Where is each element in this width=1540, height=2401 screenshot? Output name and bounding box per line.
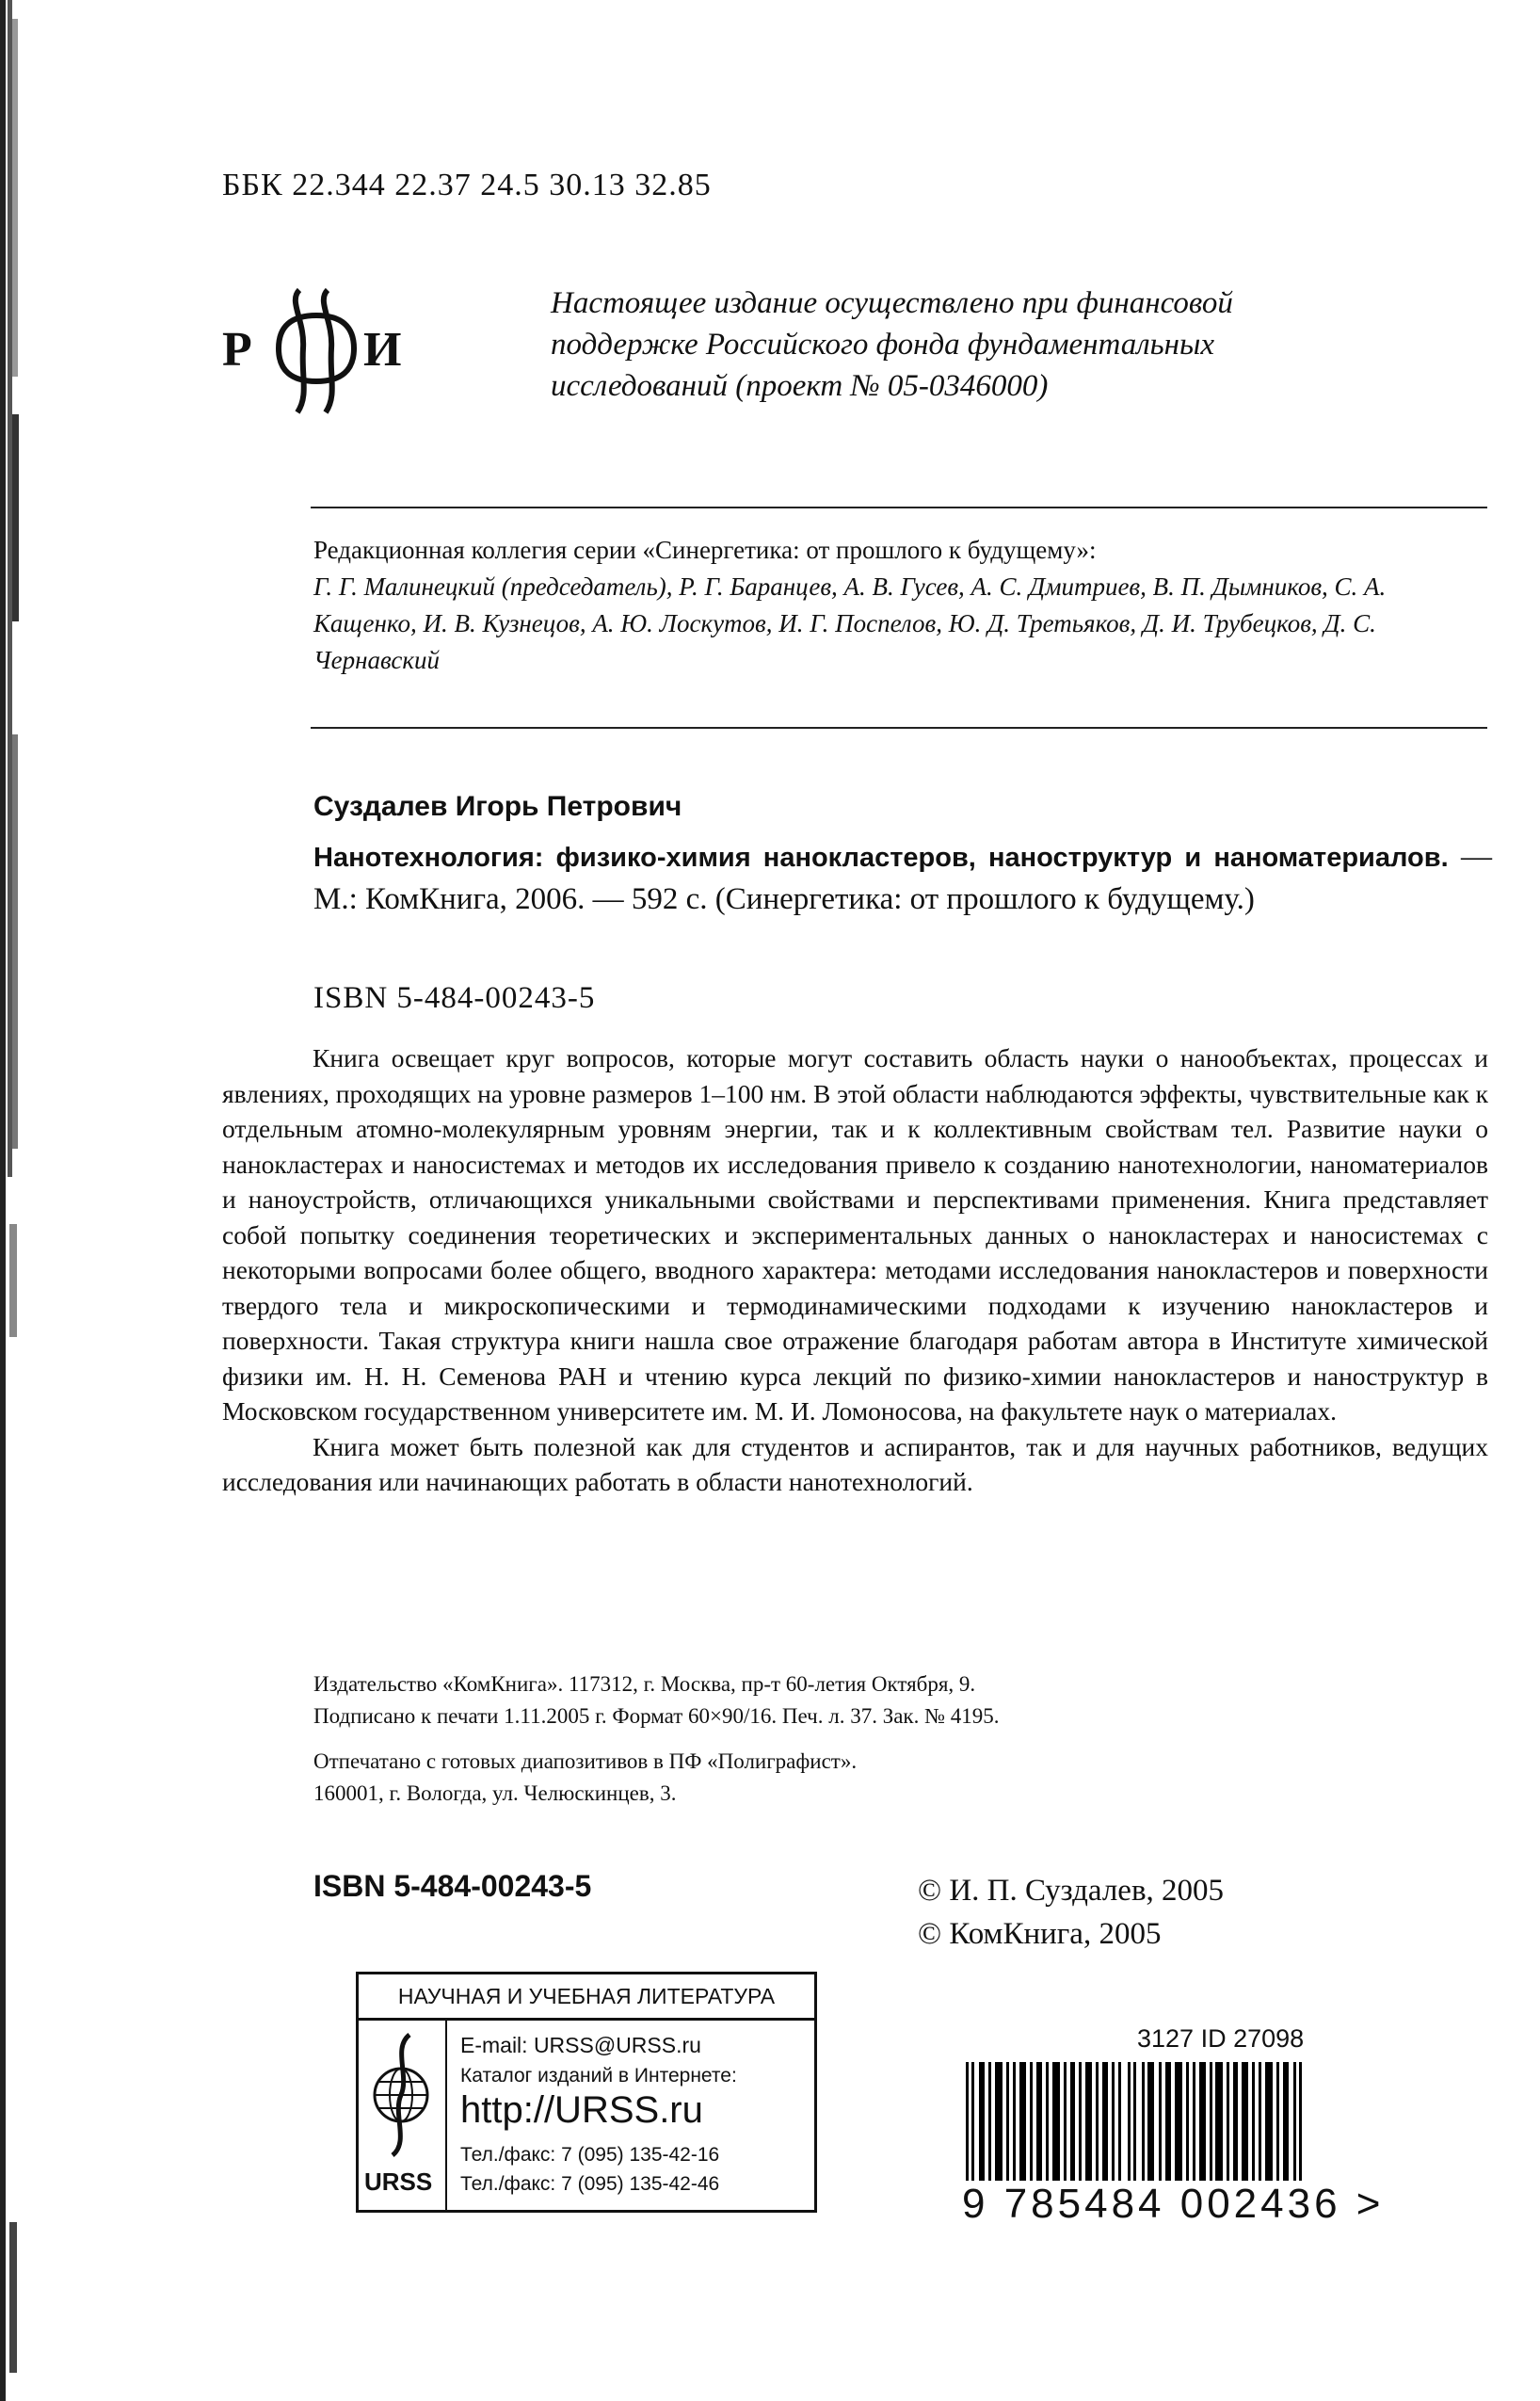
copyright-publisher: © КомКнига, 2005 [918,1917,1162,1951]
urss-divider [445,2021,447,2210]
bibliographic-reference [313,836,1492,920]
isbn-top: ISBN 5-484-00243-5 [313,981,596,1015]
book-title: Нанотехнология: физико-химия нанокластеров, наноструктур и наноматериалов. [313,843,1449,873]
bbk-classification: ББК 22.344 22.37 24.5 30.13 32.85 [222,168,712,202]
urss-phone-1: Тел./факс: 7 (095) 135-42-16 [460,2144,720,2166]
rffi-logo-letter-r: Р [222,323,252,377]
urss-catalog: Каталог изданий в Интернете: [460,2065,737,2087]
copyright-author: © И. П. Суздалев, 2005 [918,1874,1225,1908]
urss-phone-2: Тел./факс: 7 (095) 135-42-46 [460,2173,720,2195]
editorial-board-heading: Редакционная коллегия серии «Синергетика: от прошлого к будущему»: [313,536,1097,564]
editorial-board-names: Г. Г. Малинецкий (председатель), Р. Г. Баранцев, А. В. Гусев, А. С. Дмитриев, В. П. Дымников, С. А. Кащенко, И. В. Кузнецов, А. Ю. Лоскутов, И. Г. Поспелов, Ю. Д. Третьяков, Д. И. Трубецков, Д. С. Чернавский [313,572,1387,674]
urss-email[interactable]: E-mail: URSS@URSS.ru [460,2033,701,2057]
funding-note: Настоящее издание осуществлено при финансовой поддержке Российского фонда фундаментальных исследований (проект № 05-0346000) [551,286,1233,403]
urss-info-box [356,1972,817,2213]
copyright-block [918,1869,1224,1956]
imprint-printed: Отпечатано с готовых диапозитивов в ПФ «Полиграфист». [313,1749,858,1773]
isbn-bottom: ISBN 5-484-00243-5 [313,1869,592,1903]
abstract [222,1040,1488,1500]
rffi-logo-letter-i: И [363,323,402,377]
imprint [313,1668,1396,1810]
author-name: Суздалев Игорь Петрович [313,791,682,822]
divider-bottom [311,727,1487,729]
abstract-paragraph-2: Книга может быть полезной как для студентов и аспирантов, так и для научных работников, ведущих исследования или начинающих работать в области нанотехнологий. [222,1431,1488,1496]
imprint-signed: Подписано к печати 1.11.2005 г. Формат 60×90/16. Печ. л. 37. Зак. № 4195. [313,1704,1000,1728]
urss-url[interactable]: http://URSS.ru [460,2089,703,2131]
urss-brand: URSS [364,2167,433,2196]
rffi-logo [222,282,420,419]
scan-edge-artifact [0,0,21,2401]
imprint-address: 160001, г. Вологда, ул. Челюскинцев, 3. [313,1781,677,1805]
imprint-publisher: Издательство «КомКнига». 117312, г. Москва, пр-т 60-летия Октября, 9. [313,1672,976,1696]
urss-globe-icon [368,2029,434,2161]
barcode-digits: 9 785484 002436 > [962,2181,1385,2227]
publication-details: — М.: КомКнига, 2006. — 592 с. (Синергетика: от прошлого к будущему.) [313,840,1492,916]
editorial-board [313,532,1490,679]
abstract-paragraph-1: Книга освещает круг вопросов, которые могут составить область науки о нанообъектах, процессах и явлениях, проходящих на уровне размеров 1–100 нм. В этой области наблюдаются эффекты, чувствительные как к отдельным атомно-молекулярным уровням энергии, так и к коллективным свойствам тел. Развитие науки о нанокластерах и наносистемах и методов их исследования привело к созданию нанотехнологии, наноматериалов и наноустройств, отличающихся уникальными свойствами и перспективами применения. Книга представляет собой попытку соединения теоретических и экспериментальных данных о нанокластерах и наносистемах с некоторыми вопросами более общего, вводного характера: методами исследования нанокластеров и поверхности твердого тела и микроскопическими и термодинамическими подходами к изучению нанокластеров и поверхности. Такая структура книги нашла свое отражение благодаря работам автора в Институте химической физики им. Н. Н. Семенова РАН и чтению курса лекций по физико-химии нанокластеров и наноструктур в Московском государственном университете им. М. И. Ломоносова, на факультете наук о материалах. [222,1043,1488,1426]
urss-header: НАУЧНАЯ И УЧЕБНАЯ ЛИТЕРАТУРА [359,1974,814,2021]
divider-top [311,507,1487,508]
barcode-id: 3127 ID 27098 [1137,2024,1305,2053]
